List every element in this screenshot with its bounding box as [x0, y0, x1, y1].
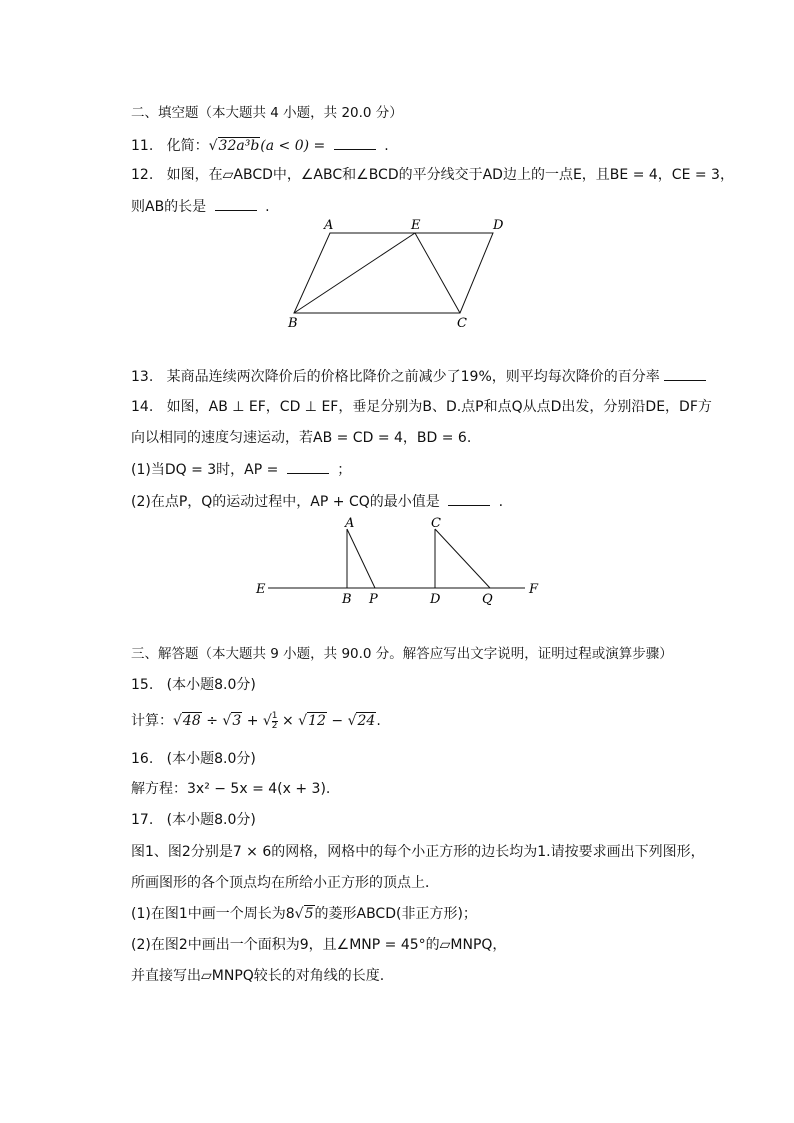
perpendicular-figure — [250, 512, 550, 607]
question-14-part-1 — [131, 459, 351, 480]
label-c: C — [431, 516, 441, 531]
radicand-1: 48 — [182, 713, 201, 729]
question-text: 如图，在▱ABCD中，∠ABC和∠BCD的平分线交于AD边上的一点E，且BE = 4，CE = 3， — [166, 167, 734, 183]
radicand-4: 24 — [357, 713, 376, 729]
question-17-line-1: 图1、图2分别是7 × 6的网格，网格中的每个小正方形的边长均为1.请按要求画出下列图形， — [131, 844, 705, 860]
question-14-line-2: 向以相同的速度匀速运动，若AB = CD = 4，BD = 6. — [131, 430, 472, 446]
answer-blank[interactable] — [664, 366, 706, 381]
question-tail: . — [376, 713, 381, 729]
condition: (a < 0) = — [260, 138, 326, 154]
label-a: A — [324, 218, 334, 233]
question-16-equation: 解方程：3x² − 5x = 4(x + 3). — [131, 781, 331, 797]
question-16-header — [131, 749, 256, 769]
fraction-numerator: 1 — [271, 710, 278, 721]
question-11 — [131, 135, 389, 156]
label-f: F — [529, 582, 539, 597]
question-number: 15. — [131, 677, 154, 693]
question-number: 13. — [131, 369, 154, 385]
question-text: 计算： — [131, 713, 173, 729]
question-17-line-2: 所画图形的各个顶点均在所给小正方形的顶点上． — [131, 875, 439, 891]
label-b: B — [288, 316, 298, 330]
question-12-line-2 — [131, 196, 270, 217]
operator: − — [331, 713, 344, 729]
label-p: P — [369, 592, 378, 607]
section-2-heading: 二、填空题（本大题共 4 小题，共 20.0 分） — [131, 105, 403, 121]
question-number: 12. — [131, 167, 154, 183]
question-number: 11. — [131, 138, 154, 154]
question-number: 14. — [131, 399, 154, 415]
fraction — [272, 712, 278, 731]
label-e: E — [411, 218, 421, 233]
question-text: 则AB的长是 — [131, 199, 207, 215]
sqrt-symbol: √ — [208, 138, 218, 154]
question-17-line-4: (2)在图2中画出一个面积为9，且∠MNP = 45°的▱MNPQ， — [131, 937, 507, 953]
question-score: (本小题8.0分) — [166, 812, 256, 828]
question-text: (1)当DQ = 3时，AP = — [131, 462, 279, 478]
question-17-header — [131, 810, 256, 830]
question-tail: . — [265, 199, 270, 215]
label-q: Q — [482, 592, 493, 607]
question-text: (2)在点P，Q的运动过程中，AP + CQ的最小值是 — [131, 494, 440, 510]
answer-blank[interactable] — [287, 459, 329, 474]
question-14-part-2 — [131, 491, 503, 512]
question-17-line-3: (1)在图1中画一个周长为8√5的菱形ABCD(非正方形)； — [131, 906, 477, 922]
question-number: 16. — [131, 751, 154, 767]
question-15-expression: 计算：√48 ÷ √3 + √ $\frac{1}{2}$ × √12 − √24. — [131, 710, 381, 731]
question-score: (本小题8.0分) — [166, 677, 256, 693]
label-d: D — [493, 218, 504, 233]
answer-blank[interactable] — [215, 196, 257, 211]
label-a: A — [345, 516, 355, 531]
parallelogram-figure — [280, 215, 520, 330]
label-e: E — [256, 582, 266, 597]
question-12-line-1 — [131, 165, 734, 185]
label-b: B — [342, 592, 352, 607]
question-tail: ； — [337, 462, 352, 478]
answer-blank[interactable] — [448, 491, 490, 506]
operator: ÷ — [206, 713, 218, 729]
question-text: 某商品连续两次降价后的价格比降价之前减少了19%，则平均每次降价的百分率 — [166, 369, 660, 385]
radicand: 32a³b — [218, 138, 260, 154]
label-d: D — [430, 592, 441, 607]
fraction-denominator: 2 — [271, 720, 278, 731]
question-text: (1)在图1中画一个周长为8 — [131, 906, 295, 922]
label-c: C — [457, 316, 467, 330]
radicand-3: 12 — [308, 713, 326, 729]
question-text: 的菱形ABCD(非正方形)； — [314, 906, 477, 922]
question-tail: . — [384, 138, 389, 154]
radicand: 5 — [304, 906, 314, 922]
question-text: 如图，AB ⊥ EF，CD ⊥ EF，垂足分别为B、D.点P和点Q从点D出发，分别沿DE，DF方 — [166, 399, 712, 415]
question-number: 17. — [131, 812, 154, 828]
radicand-2: 3 — [232, 713, 242, 729]
operator: × — [281, 713, 294, 729]
question-text: 化简： — [166, 138, 209, 154]
question-17-line-5: 并直接写出▱MNPQ较长的对角线的长度. — [131, 968, 385, 984]
operator: + — [246, 713, 259, 729]
question-tail: . — [498, 494, 504, 510]
question-score: (本小题8.0分) — [166, 751, 256, 767]
question-15-header — [131, 675, 256, 695]
section-3-heading: 三、解答题（本大题共 9 小题，共 90.0 分。解答应写出文字说明，证明过程或演算步骤） — [131, 646, 673, 662]
question-14-line-1 — [131, 397, 712, 417]
answer-blank[interactable] — [334, 135, 376, 150]
question-13 — [131, 366, 710, 387]
